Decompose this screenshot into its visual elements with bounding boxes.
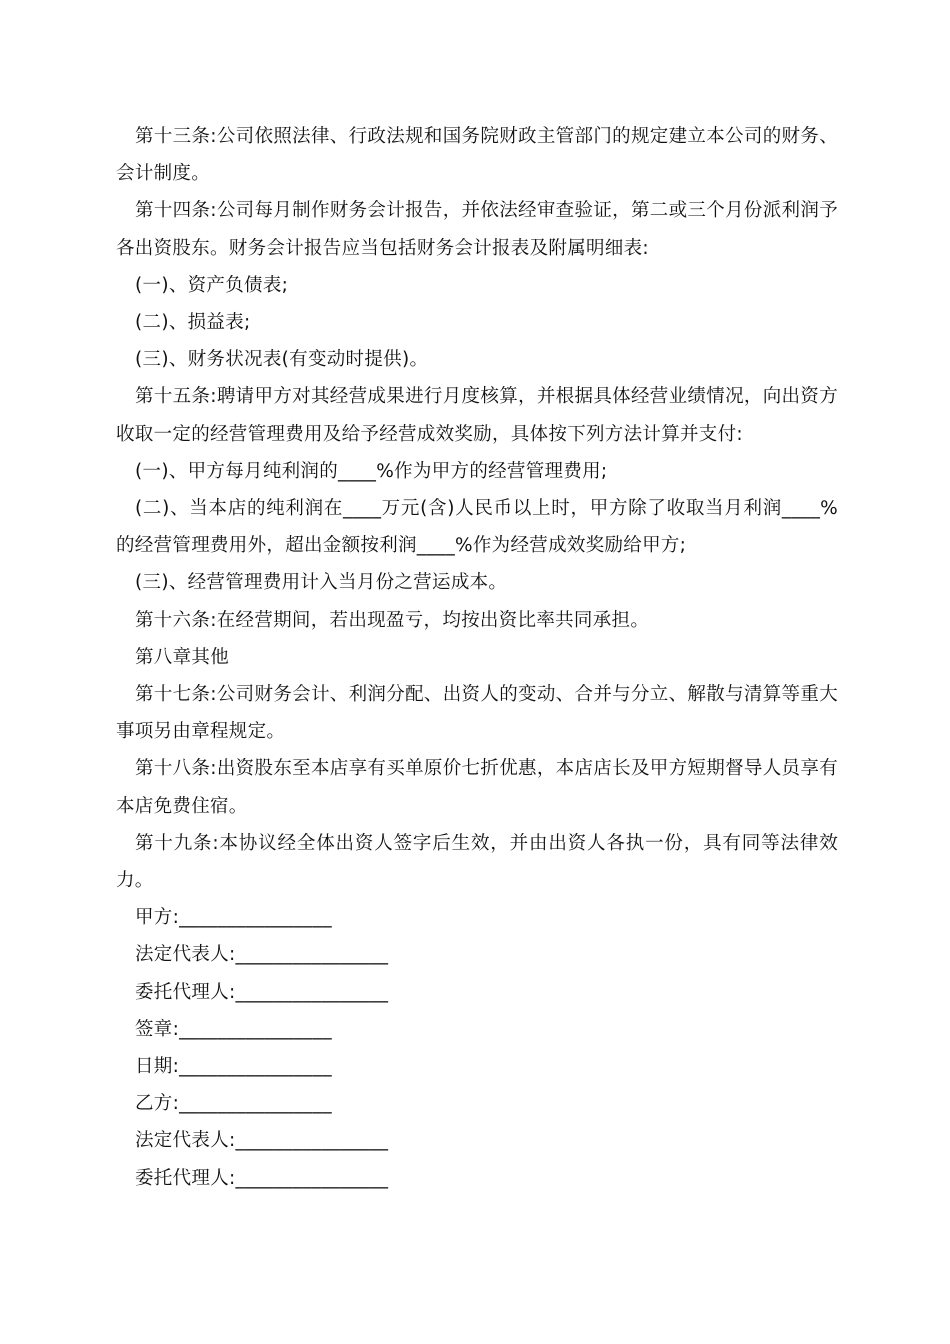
chapter-8-heading: 第八章其他 <box>135 646 230 668</box>
article-15: 第十五条:聘请甲方对其经营成果进行月度核算，并根据具体经营业绩情况，向出资方收取一定的经营管理费用及给予经营成效奖励，具体按下列方法计算并支付: <box>116 386 838 445</box>
party-b-agent-line: 委托代理人:________________ <box>135 1167 389 1189</box>
article-16: 第十六条:在经营期间，若出现盈亏，均按出资比率共同承担。 <box>135 609 650 631</box>
seal-line: 签章:________________ <box>135 1018 332 1040</box>
party-a-line: 甲方:________________ <box>135 907 332 929</box>
party-b-line: 乙方:________________ <box>135 1093 332 1115</box>
article-14-item-2: (二)、损益表; <box>135 312 251 334</box>
party-a-agent-line: 委托代理人:________________ <box>135 981 389 1003</box>
article-19: 第十九条:本协议经全体出资人签字后生效，并由出资人各执一份，具有同等法律效力。 <box>116 832 838 892</box>
article-15-item-1: (一)、甲方每月纯利润的____%作为甲方的经营管理费用; <box>135 460 608 482</box>
party-b-legal-rep-line: 法定代表人:________________ <box>135 1130 389 1152</box>
article-14: 第十四条:公司每月制作财务会计报告，并依法经审查验证，第二或三个月份派利润予各出资股东。财务会计报告应当包括财务会计报表及附属明细表: <box>116 200 838 259</box>
article-15-item-2: (二)、当本店的纯利润在____万元(含)人民币以上时，甲方除了收取当月利润____%的经营管理费用外，超出金额按利润____%作为经营成效奖励给甲方; <box>116 498 838 557</box>
date-line: 日期:________________ <box>135 1056 332 1078</box>
article-15-item-3: (三)、经营管理费用计入当月份之营运成本。 <box>135 572 508 594</box>
article-14-item-1: (一)、资产负债表; <box>135 274 289 296</box>
article-18: 第十八条:出资股东至本店享有买单原价七折优惠，本店店长及甲方短期督导人员享有本店免费住宿。 <box>116 758 838 817</box>
article-13: 第十三条:公司依照法律、行政法规和国务院财政主管部门的规定建立本公司的财务、会计制度。 <box>116 126 838 185</box>
article-17: 第十七条:公司财务会计、利润分配、出资人的变动、合并与分立、解散与清算等重大事项另由章程规定。 <box>116 684 838 743</box>
article-14-item-3: (三)、财务状况表(有变动时提供)。 <box>135 349 429 371</box>
party-a-legal-rep-line: 法定代表人:________________ <box>135 944 389 966</box>
document-body <box>116 118 838 1197</box>
